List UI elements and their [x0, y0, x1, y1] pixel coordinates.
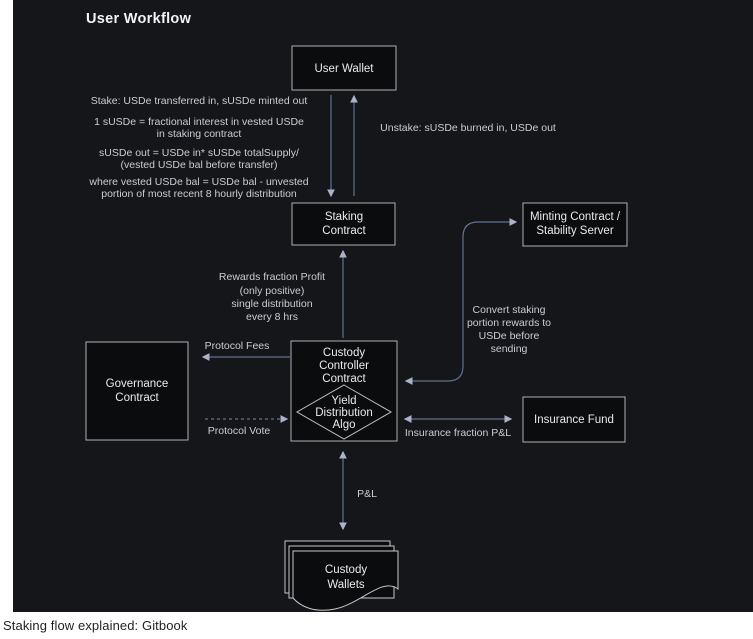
- node-governance-contract-label-line2: Contract: [115, 392, 159, 404]
- node-user-wallet: [292, 46, 396, 90]
- workflow-diagram-panel: [13, 0, 753, 612]
- node-insurance-fund: [523, 397, 625, 442]
- node-minting-contract-label-line1: Minting Contract /: [529, 211, 621, 223]
- node-staking-contract-box: [292, 203, 395, 245]
- note-convert-line4: sending: [490, 343, 528, 355]
- node-governance-contract: [86, 342, 188, 440]
- note-stake: Stake: USDe transferred in, sUSDe minted out: [90, 95, 308, 107]
- node-custody-controller-label-line3: Contract: [322, 373, 366, 385]
- node-custody-wallets-label-line2: Wallets: [327, 579, 365, 591]
- node-staking-contract: [292, 203, 395, 245]
- node-insurance-fund-label: Insurance Fund: [534, 414, 614, 426]
- yield-algo-label-line1: Yield: [331, 395, 357, 407]
- note-convert-line1: Convert staking: [472, 304, 546, 316]
- note-convert-line3: USDe before: [478, 330, 540, 342]
- note-susde-definition-line2: in staking contract: [156, 128, 242, 140]
- edge-convert-rewards: [406, 222, 516, 381]
- note-rewards-line3: single distribution: [231, 298, 313, 310]
- note-susde-definition-line1: 1 sUSDe = fractional interest in vested USDe: [94, 116, 304, 128]
- node-staking-contract-label-line1: Staking: [324, 211, 364, 223]
- figure-caption: Staking flow explained: Gitbook: [3, 618, 188, 633]
- note-susde-out-formula-line1: sUSDe out = USDe in* sUSDe totalSupply/: [99, 147, 299, 159]
- edge-label-protocol-fees: Protocol Fees: [204, 340, 270, 352]
- note-vested-bal-line1: where vested USDe bal = USDe bal - unvested: [89, 176, 309, 188]
- note-rewards-line2: (only positive): [239, 285, 305, 297]
- edge-label-protocol-vote: Protocol Vote: [207, 425, 271, 437]
- note-vested-bal-line2: portion of most recent 8 hourly distribution: [101, 188, 297, 200]
- node-user-wallet-label: User Wallet: [314, 63, 374, 75]
- node-custody-controller-label-line1: Custody: [322, 347, 366, 359]
- note-susde-out-formula-line2: (vested USDe bal before transfer): [120, 159, 278, 171]
- note-unstake: Unstake: sUSDe burned in, USDe out: [380, 122, 556, 134]
- edge-label-pnl: P&L: [357, 488, 377, 500]
- diagram-title: User Workflow: [86, 11, 192, 27]
- node-minting-contract-label-line2: Stability Server: [536, 225, 614, 237]
- node-governance-contract-box: [86, 342, 188, 440]
- workflow-diagram: [13, 0, 753, 612]
- note-rewards-line4: every 8 hrs: [246, 311, 298, 323]
- yield-algo-label-line3: Algo: [332, 419, 356, 431]
- node-governance-contract-label-line1: Governance: [105, 378, 169, 390]
- yield-algo-label-line2: Distribution: [315, 407, 373, 419]
- node-custody-controller: [291, 341, 397, 441]
- node-staking-contract-label-line2: Contract: [322, 225, 366, 237]
- node-custody-wallets: [285, 541, 398, 610]
- note-rewards-line1: Rewards fraction Profit: [218, 271, 326, 283]
- node-custody-controller-label-line2: Controller: [319, 360, 369, 372]
- node-custody-wallets-label-line1: Custody: [324, 564, 368, 576]
- note-convert-line2: portion rewards to: [466, 317, 552, 329]
- edge-label-insurance-fraction: Insurance fraction P&L: [404, 427, 512, 439]
- node-minting-contract: [523, 203, 627, 246]
